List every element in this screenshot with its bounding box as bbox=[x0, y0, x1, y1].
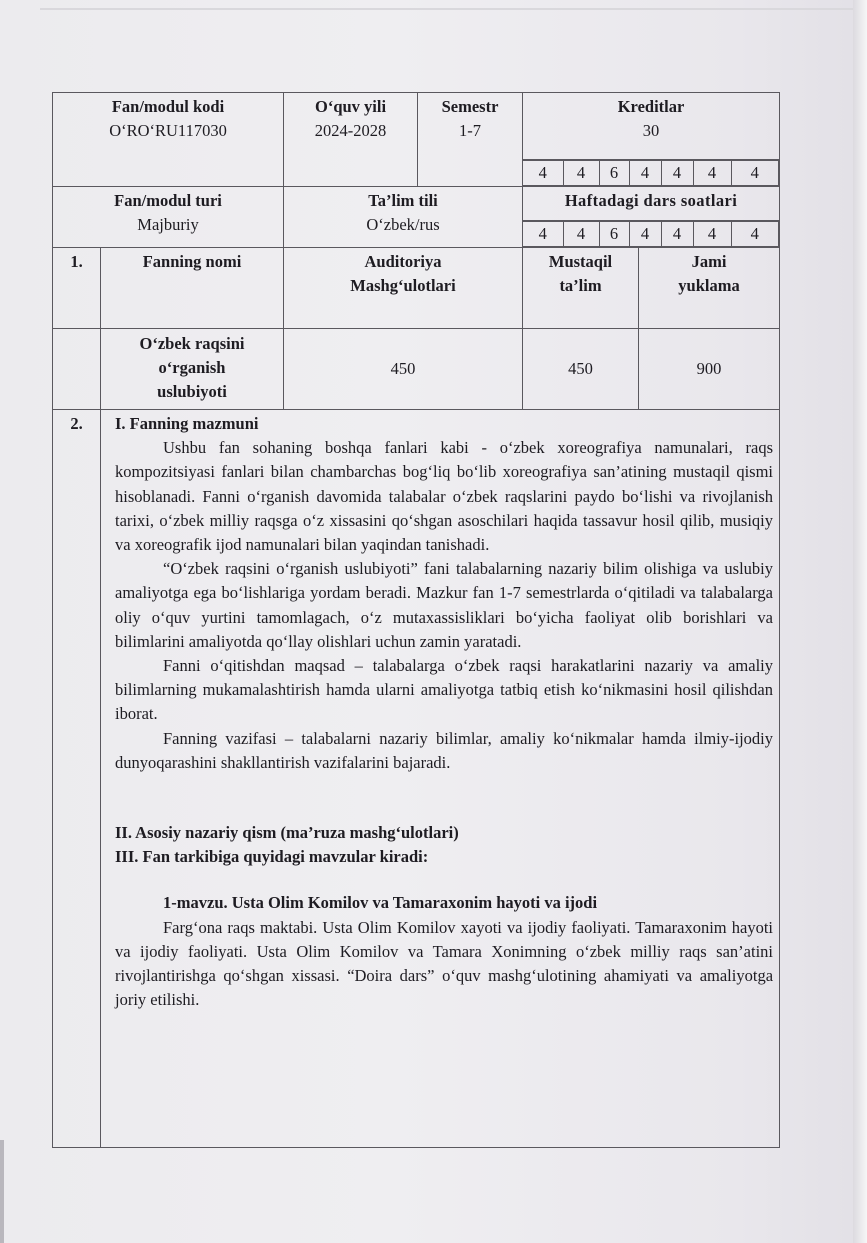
hours-sem-6: 4 bbox=[693, 222, 731, 247]
section1-number: 1. bbox=[53, 248, 101, 329]
code-cell bbox=[53, 93, 284, 187]
section2-heading: I. Fanning mazmuni bbox=[115, 414, 259, 433]
credit-sem-4: 4 bbox=[629, 161, 661, 186]
credit-sem-5: 4 bbox=[661, 161, 693, 186]
topic-1-text: Farg‘ona raqs maktabi. Usta Olim Komilov xayoti va ijodiy faoliyati. Tamaraxonim hayoti va ijodiy faoliyati. Usta Olim Komilov va Tamara Xonimning o‘zbek milliy raqs san’atini rivojlantirishga qo‘shgan xissasi. “Doira dars” o‘quv mashg‘ulotining ahamiyati va amaliyotga joriy etilishi. bbox=[115, 917, 774, 1010]
subject-name-3: uslubiyoti bbox=[157, 382, 227, 401]
type-cell bbox=[53, 187, 284, 248]
language-label: Ta’lim tili bbox=[368, 191, 438, 210]
credits-label: Kreditlar bbox=[617, 97, 685, 116]
section2-row bbox=[53, 410, 780, 1148]
header-row-2 bbox=[53, 187, 780, 248]
credit-sem-2: 4 bbox=[563, 161, 599, 186]
auditorium-header bbox=[284, 248, 523, 329]
independent-label-2: ta’lim bbox=[559, 276, 602, 295]
section2-heading-2: II. Asosiy nazariy qism (ma’ruza mashg‘ulotlari) bbox=[115, 823, 459, 843]
section2-number: 2. bbox=[53, 410, 101, 1148]
page-edge bbox=[853, 0, 867, 1243]
section1-values-row bbox=[53, 329, 780, 410]
scan-edge-line bbox=[40, 8, 860, 10]
year-value: 2024-2028 bbox=[314, 121, 387, 140]
code-value: O‘RO‘RU117030 bbox=[109, 121, 227, 140]
auditorium-label-1: Auditoriya bbox=[364, 252, 442, 271]
section2-heading-3: III. Fan tarkibiga quyidagi mavzular kiradi: bbox=[115, 847, 429, 867]
semester-label: Semestr bbox=[441, 97, 499, 116]
total-label-2: yuklama bbox=[678, 276, 740, 295]
independent-header bbox=[523, 248, 639, 329]
weekly-hours-label: Haftadagi dars soatlari bbox=[564, 191, 738, 210]
hours-sem-1: 4 bbox=[523, 222, 563, 247]
empty-number-cell bbox=[53, 329, 101, 410]
credit-sem-6: 4 bbox=[693, 161, 731, 186]
credit-sem-3: 6 bbox=[599, 161, 629, 186]
subject-name-cell bbox=[101, 329, 284, 410]
page-edge-left bbox=[0, 1140, 4, 1243]
credit-sem-7: 4 bbox=[731, 161, 779, 186]
credit-sem-1: 4 bbox=[523, 161, 563, 186]
auditorium-label-2: Mashg‘ulotlari bbox=[350, 276, 456, 295]
content-paragraph: “O‘zbek raqsini o‘rganish uslubiyoti” fani talabalarning nazariy bilim olishiga va uslubiy amaliyotga ega bo‘lishlariga yordam beradi. Mazkur fan 1-7 semestrlarda o‘qitiladi va talabalarga oliy o‘quv yurtini tamomlagach, o‘z mutaxassisliklari bo‘yicha faoliyat olib borishlari va bilimlarini amaliyotda qo‘llay olishlari uchun zamin yaratadi. bbox=[115, 559, 774, 651]
subject-name-header: Fanning nomi bbox=[101, 248, 284, 329]
total-hours: 900 bbox=[639, 329, 780, 410]
code-label: Fan/modul kodi bbox=[111, 97, 225, 116]
subject-name-2: o‘rganish bbox=[158, 358, 226, 377]
header-row-1 bbox=[53, 93, 780, 187]
section2-content bbox=[101, 410, 780, 1148]
credits-total: 30 bbox=[642, 121, 660, 140]
language-cell bbox=[284, 187, 523, 248]
topic-1-title: 1-mavzu. Usta Olim Komilov va Tamaraxonim hayoti va ijodi bbox=[163, 893, 598, 913]
independent-hours: 450 bbox=[523, 329, 639, 410]
semester-value: 1-7 bbox=[459, 121, 482, 140]
subject-name-1: O‘zbek raqsini bbox=[139, 334, 245, 353]
hours-sem-7: 4 bbox=[731, 222, 779, 247]
year-cell bbox=[284, 93, 418, 187]
syllabus-table bbox=[52, 92, 780, 1148]
total-header bbox=[639, 248, 780, 329]
total-label-1: Jami bbox=[691, 252, 727, 271]
weekly-hours-cell bbox=[523, 187, 780, 248]
section1-header-row bbox=[53, 248, 780, 329]
hours-sem-2: 4 bbox=[563, 222, 599, 247]
content-paragraph: Fanni o‘qitishdan maqsad – talabalarga o‘zbek raqsi harakatlarini nazariy va amaliy bilimlarning mukamalashtirish hamda ularni amaliyotga tatbiq etish ko‘nikmasini hosil qilishdan iborat. bbox=[115, 656, 774, 724]
content-paragraph: Ushbu fan sohaning boshqa fanlari kabi - o‘zbek xoreografiya namunalari, raqs kompozitsiyasi fanlari bilan chambarchas bog‘liq bo‘lib xoreografiya san’atining mustaqil qismi hisoblanadi. Fanni o‘rganish davomida talabalar o‘zbek raqslarini paydo bo‘lishi va rivojlanish tarixi, o‘zbek milliy raqsga o‘z xissasini qo‘shgan asoschilari haqida tassavur hosil qilib, musiqiy va xoreografik ijod namunalari bilan yaqindan tanishadi. bbox=[115, 438, 774, 555]
hours-sem-4: 4 bbox=[629, 222, 661, 247]
credits-cell bbox=[523, 93, 780, 187]
auditorium-hours: 450 bbox=[284, 329, 523, 410]
weekly-hours-by-semester bbox=[523, 221, 779, 247]
type-value: Majburiy bbox=[137, 215, 199, 234]
semester-cell bbox=[418, 93, 523, 187]
hours-sem-3: 6 bbox=[599, 222, 629, 247]
year-label: O‘quv yili bbox=[314, 97, 387, 116]
type-label: Fan/modul turi bbox=[114, 191, 222, 210]
independent-label-1: Mustaqil bbox=[548, 252, 613, 271]
language-value: O‘zbek/rus bbox=[366, 215, 440, 234]
hours-sem-5: 4 bbox=[661, 222, 693, 247]
credits-by-semester bbox=[523, 160, 779, 186]
content-paragraph: Fanning vazifasi – talabalarni nazariy bilimlar, amaliy ko‘nikmalar hamda ilmiy-ijodiy dunyoqarashini shakllantirish vazifalarini bajaradi. bbox=[115, 728, 774, 772]
